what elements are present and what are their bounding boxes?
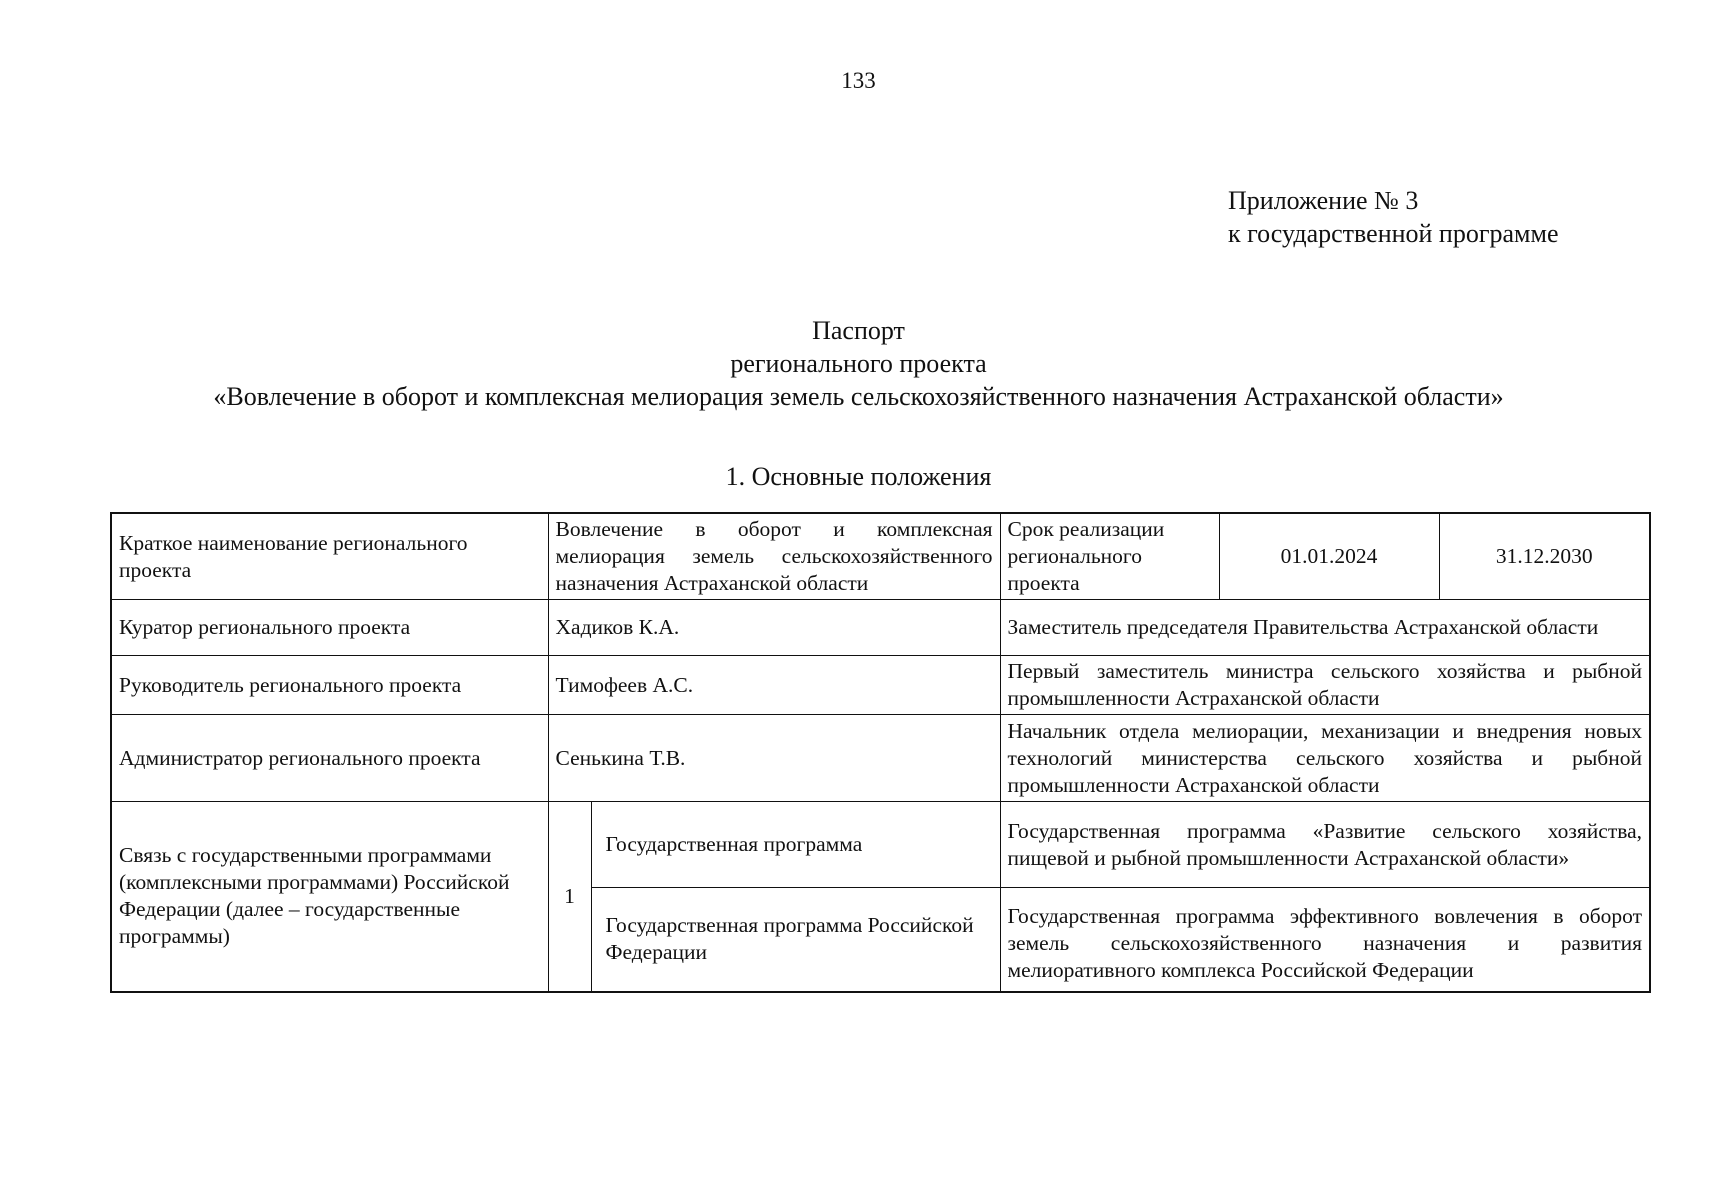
leader-label: Руководитель регионального проекта: [111, 656, 548, 715]
appendix-line-1: Приложение № 3: [1228, 186, 1419, 215]
table-row: [111, 513, 1650, 600]
administrator-label: Администратор регионального проекта: [111, 715, 548, 802]
short-name-value: Вовлечение в оборот и комплексная мелиорация земель сельскохозяйственного назначения Астраханской области: [548, 513, 1000, 600]
program-link-label: Связь с государственными программами (комплексными программами) Российской Федерации (далее – государственные программы): [111, 802, 548, 992]
section-title: 1. Основные положения: [725, 462, 992, 491]
appendix-line-2: к государственной программе: [1228, 219, 1559, 248]
program-type-1: Государственная программа: [591, 802, 1000, 888]
title-line-3: «Вовлечение в оборот и комплексная мелиорация земель сельскохозяйственного назначения Астраханской области»: [213, 382, 1504, 411]
curator-label: Куратор регионального проекта: [111, 600, 548, 656]
table-row: [111, 656, 1650, 715]
administrator-position: Начальник отдела мелиорации, механизации и внедрения новых технологий министерства сельского хозяйства и рыбной промышленности Астраханской области: [1000, 715, 1650, 802]
end-date: 31.12.2030: [1439, 513, 1650, 600]
curator-name: Хадиков К.А.: [548, 600, 1000, 656]
table-row: [111, 802, 1650, 888]
short-name-label: Краткое наименование регионального проекта: [111, 513, 548, 600]
appendix-note: [1228, 184, 1559, 250]
page-number: 133: [841, 68, 876, 93]
passport-table: [110, 512, 1651, 993]
table-row: [111, 600, 1650, 656]
term-label: Срок реализации регионального проекта: [1000, 513, 1219, 600]
title-line-1: Паспорт: [812, 316, 905, 345]
document-title: [0, 314, 1717, 413]
program-name-1: Государственная программа «Развитие сельского хозяйства, пищевой и рыбной промышленности Астраханской области»: [1000, 802, 1650, 888]
title-line-2: регионального проекта: [730, 349, 987, 378]
table-row: [111, 715, 1650, 802]
leader-name: Тимофеев А.С.: [548, 656, 1000, 715]
program-name-2: Государственная программа эффективного вовлечения в оборот земель сельскохозяйственного назначения и развития мелиоративного комплекса Российской Федерации: [1000, 888, 1650, 992]
program-type-2: Государственная программа Российской Федерации: [591, 888, 1000, 992]
curator-position: Заместитель председателя Правительства Астраханской области: [1000, 600, 1650, 656]
leader-position: Первый заместитель министра сельского хозяйства и рыбной промышленности Астраханской области: [1000, 656, 1650, 715]
administrator-name: Сенькина Т.В.: [548, 715, 1000, 802]
start-date: 01.01.2024: [1219, 513, 1439, 600]
program-index: 1: [548, 802, 591, 992]
